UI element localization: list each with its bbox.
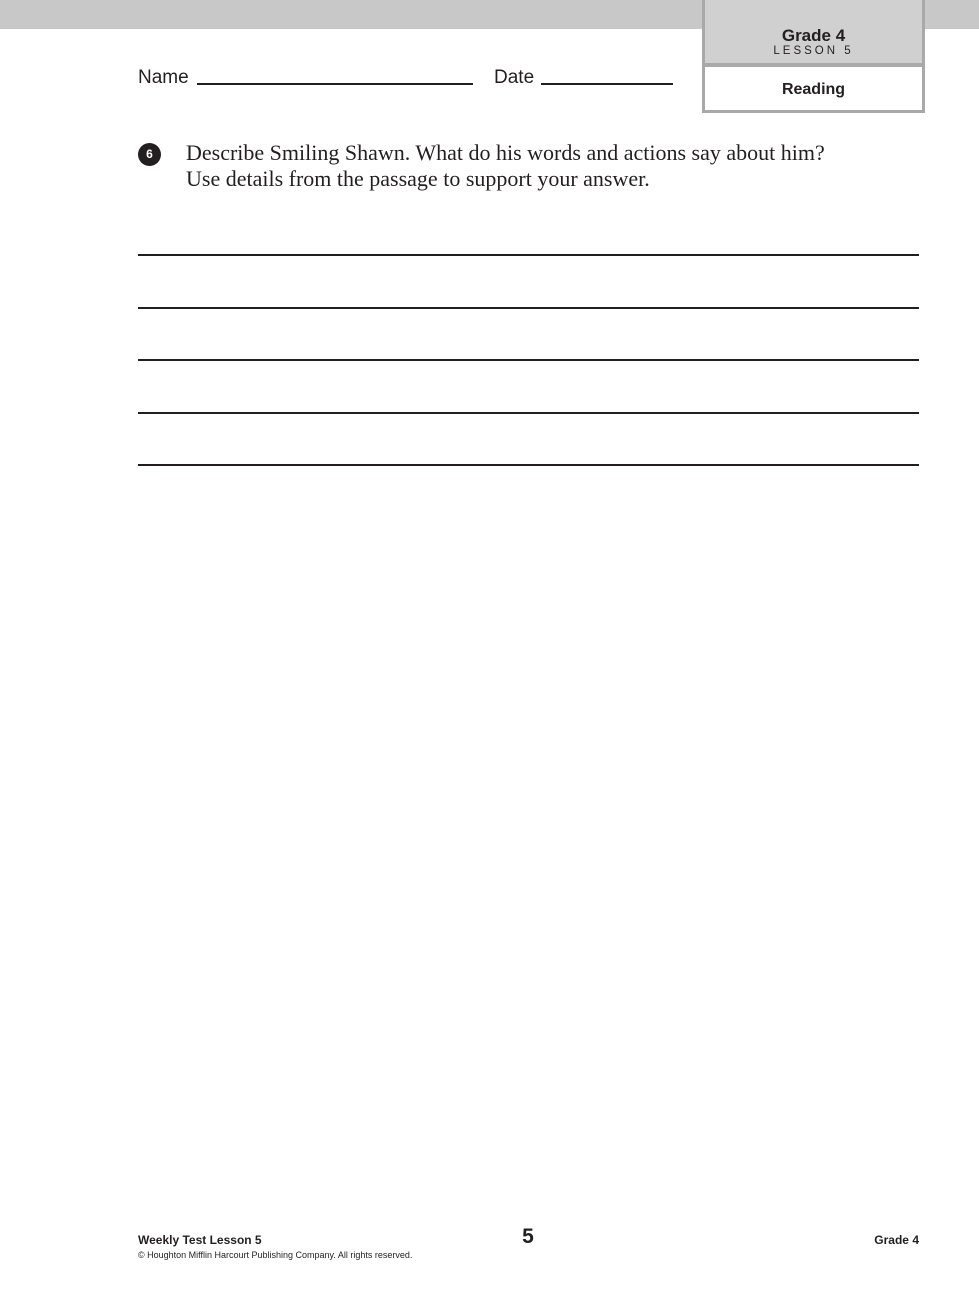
grade-title: Grade 4 bbox=[781, 26, 846, 45]
name-field[interactable] bbox=[197, 83, 473, 85]
grade-box-lower bbox=[702, 67, 925, 113]
lesson-title: LESSON 5 bbox=[773, 45, 854, 57]
footer-copyright: © Houghton Mifflin Harcourt Publishing Company. All rights reserved. bbox=[138, 1250, 413, 1260]
grade-lesson-box bbox=[702, 0, 925, 112]
date-label: Date bbox=[494, 67, 535, 88]
footer-grade: Grade 4 bbox=[874, 1233, 919, 1247]
answer-line[interactable] bbox=[138, 359, 919, 361]
page-number: 5 bbox=[522, 1225, 534, 1248]
answer-line[interactable] bbox=[138, 254, 919, 256]
question-line-2: Use details from the passage to support your answer. bbox=[186, 166, 650, 191]
footer-test-title: Weekly Test Lesson 5 bbox=[138, 1233, 262, 1247]
question-number-badge: 6 bbox=[138, 143, 161, 166]
answer-line[interactable] bbox=[138, 412, 919, 414]
question-line-1: Describe Smiling Shawn. What do his words and actions say about him? bbox=[186, 140, 825, 165]
answer-line[interactable] bbox=[138, 464, 919, 466]
answer-line[interactable] bbox=[138, 307, 919, 309]
name-label: Name bbox=[138, 67, 189, 88]
subject-title: Reading bbox=[781, 81, 846, 98]
date-field[interactable] bbox=[541, 83, 673, 85]
question-text bbox=[186, 140, 906, 192]
grade-box-upper bbox=[702, 0, 925, 67]
